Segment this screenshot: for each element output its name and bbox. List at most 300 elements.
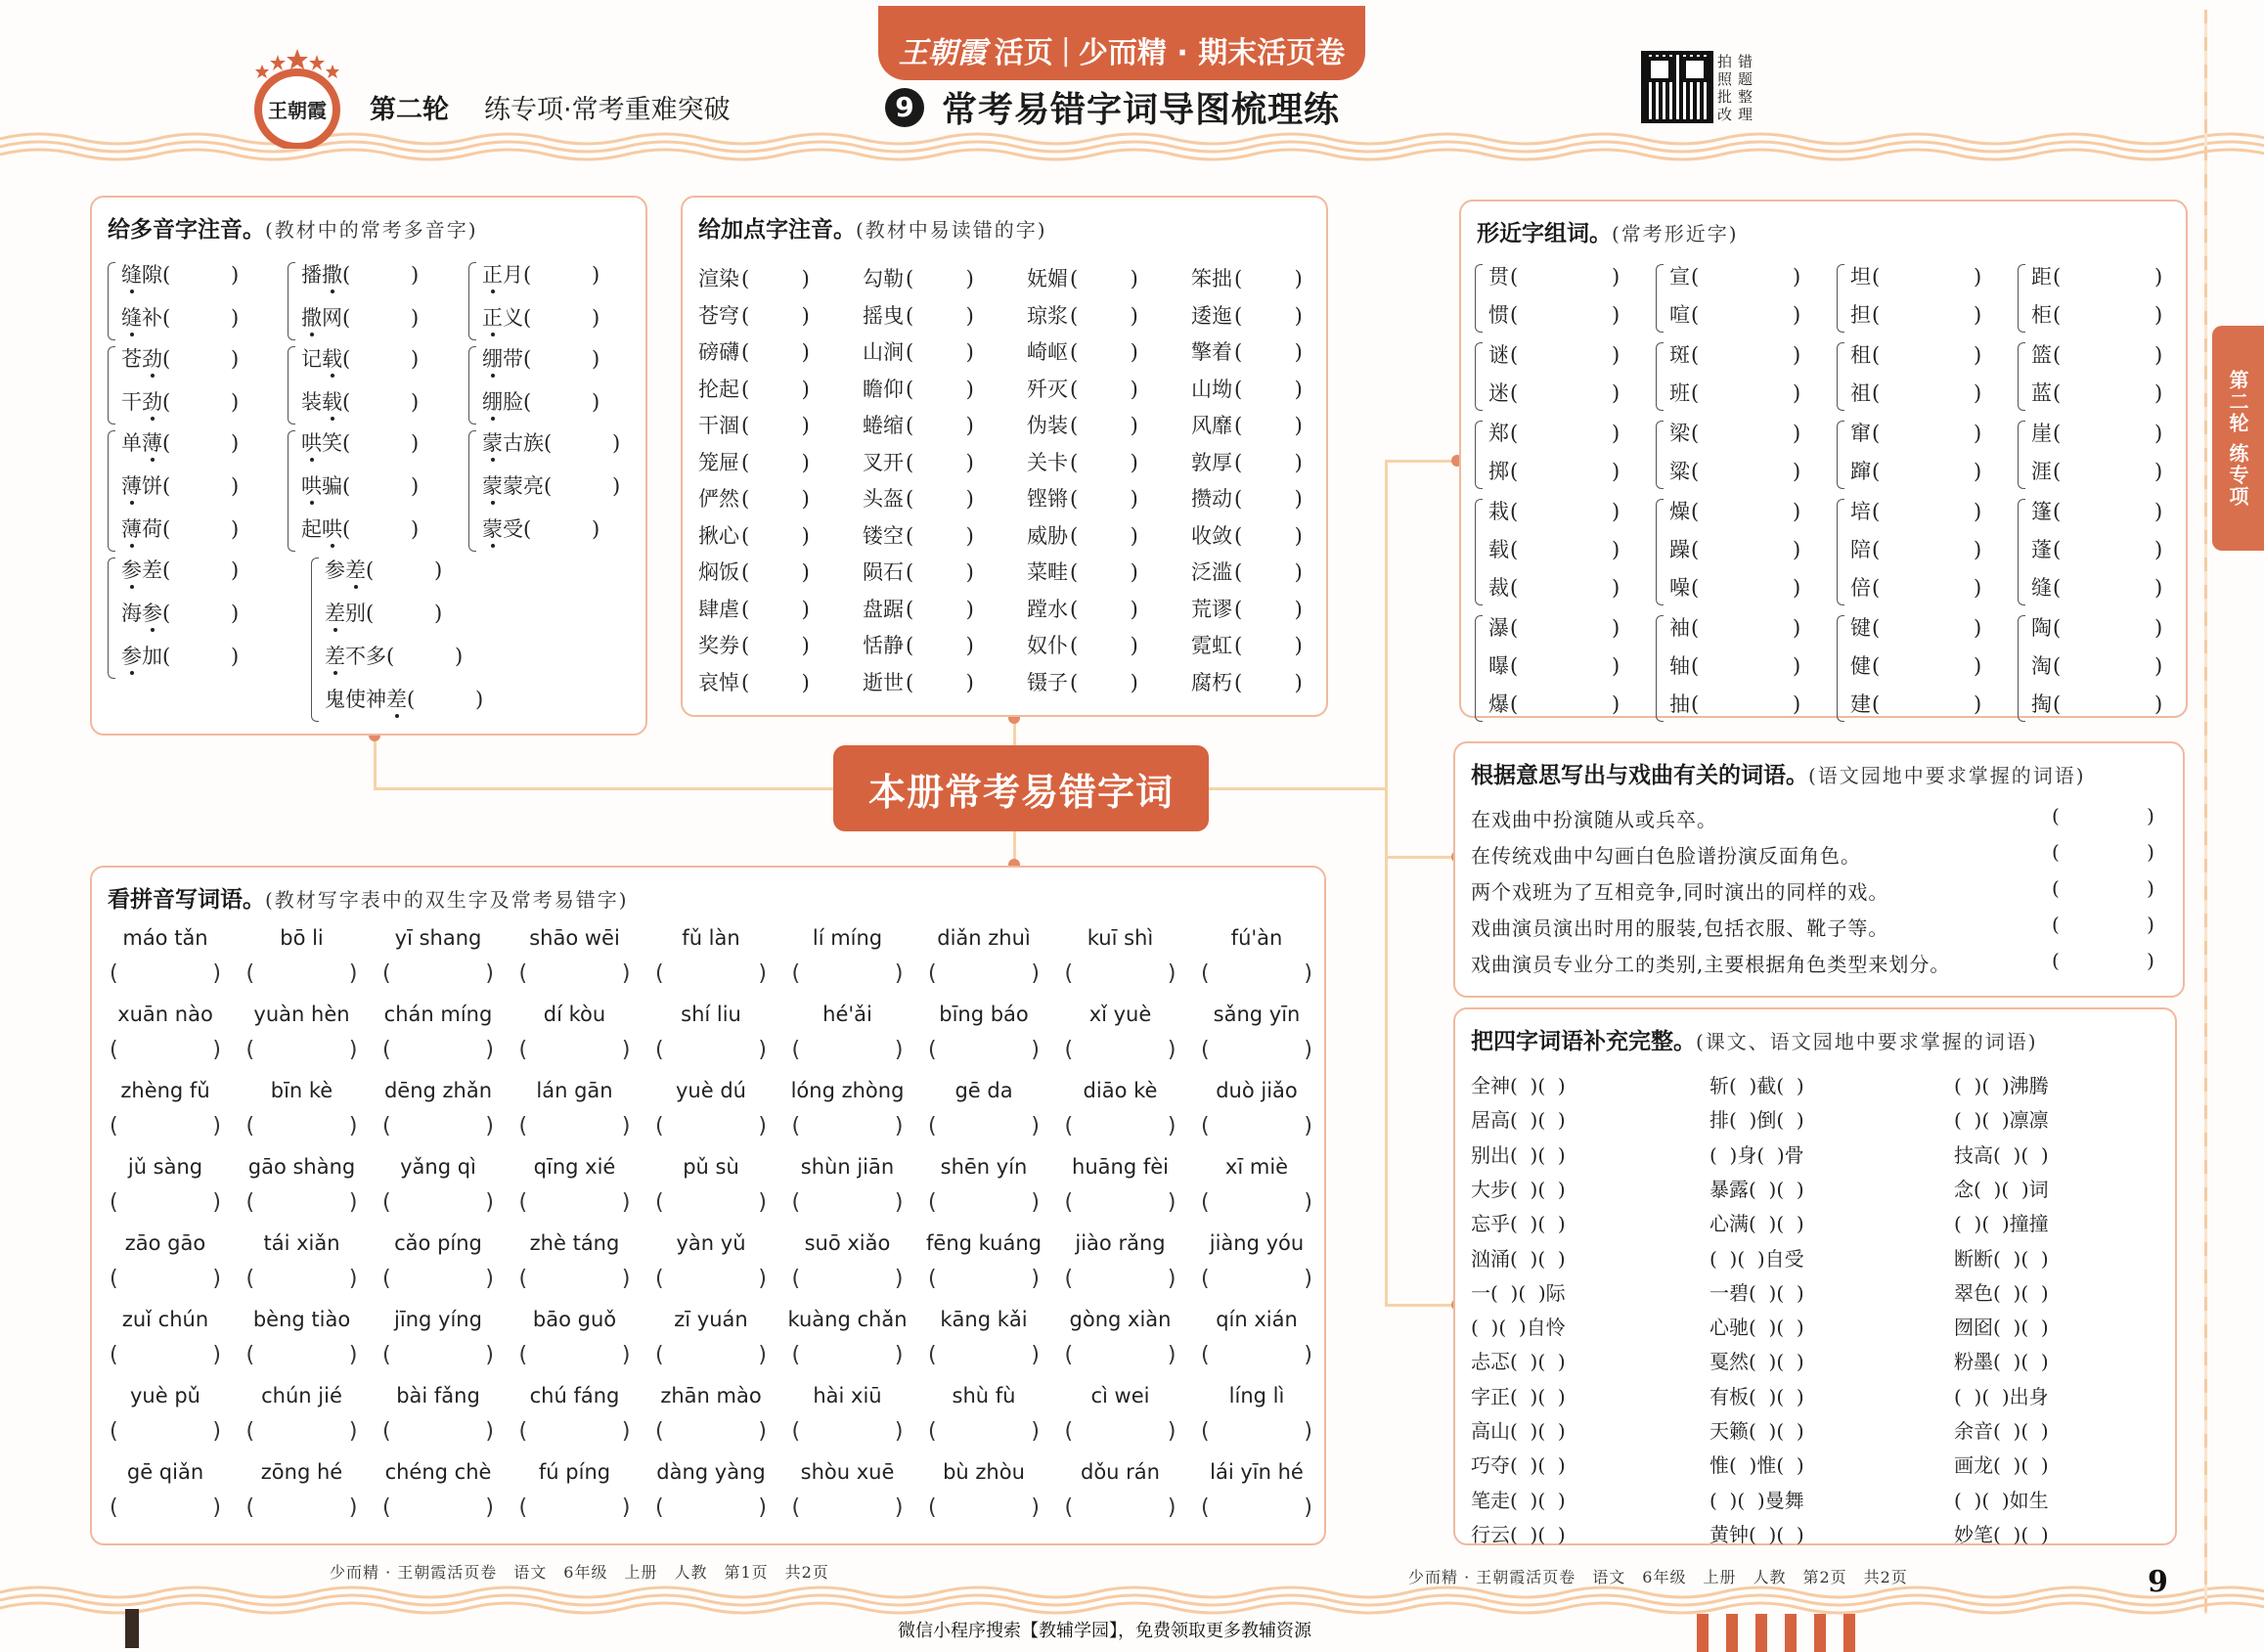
idiom-fill-item[interactable]: 高山( )( ): [1471, 1419, 1566, 1443]
answer-blank[interactable]: ( ): [1064, 1267, 1176, 1291]
answer-blank[interactable]: ( ): [1201, 1190, 1312, 1215]
answer-blank[interactable]: ( ): [906, 267, 974, 290]
answer-blank[interactable]: ( ): [518, 1038, 631, 1062]
similar-char-item[interactable]: 健 ( ): [1837, 649, 2003, 688]
answer-blank[interactable]: (: [1872, 576, 1881, 600]
answer-blank[interactable]: (: [1691, 500, 1700, 523]
answer-blank[interactable]: ( ): [245, 1496, 358, 1520]
similar-char-item[interactable]: 喧 ( ): [1656, 298, 1822, 336]
answer-blank[interactable]: (: [1510, 343, 1519, 367]
similar-char-item[interactable]: 蓝 ( ): [2018, 377, 2184, 415]
answer-blank[interactable]: ( ): [741, 377, 810, 401]
answer-blank[interactable]: ( ): [110, 1190, 221, 1215]
similar-char-item[interactable]: 躁 ( ): [1656, 533, 1822, 571]
idiom-fill-item[interactable]: 断断( )( ): [1954, 1246, 2049, 1271]
similar-char-item[interactable]: 掏 ( ): [2018, 688, 2184, 726]
similar-char-item[interactable]: 爆 ( ): [1475, 688, 1641, 726]
idiom-fill-item[interactable]: 笔走( )( ): [1471, 1488, 1566, 1512]
answer-blank[interactable]: ( ): [1234, 560, 1303, 584]
answer-blank[interactable]: (: [1872, 460, 1881, 483]
answer-blank[interactable]: ( ): [741, 634, 810, 657]
answer-blank[interactable]: (: [1510, 422, 1519, 445]
similar-char-item[interactable]: 租 ( ): [1837, 338, 2003, 377]
dotted-char-item[interactable]: 山涧( ): [863, 340, 974, 364]
dotted-char-item[interactable]: 荒谬( ): [1191, 597, 1303, 621]
dotted-char-item[interactable]: 铿锵( ): [1027, 487, 1138, 511]
dotted-char-item[interactable]: 蹚水( ): [1027, 597, 1138, 621]
answer-blank[interactable]: ( ): [382, 961, 494, 986]
answer-blank[interactable]: (: [1510, 500, 1519, 523]
polyphone-item[interactable]: 参加 ( ): [108, 640, 269, 683]
similar-char-item[interactable]: 蓬 ( ): [2018, 533, 2184, 571]
similar-char-item[interactable]: 梁 ( ): [1656, 417, 1822, 455]
dotted-char-item[interactable]: 磅礴( ): [698, 340, 810, 364]
idiom-fill-item[interactable]: 囫囵( )( ): [1954, 1316, 2049, 1340]
answer-blank[interactable]: (: [366, 558, 375, 582]
answer-blank[interactable]: ( ): [906, 560, 974, 584]
dotted-char-item[interactable]: 山坳( ): [1191, 377, 1303, 401]
answer-blank[interactable]: (: [2053, 692, 2062, 716]
answer-blank[interactable]: (: [2053, 265, 2062, 289]
idiom-fill-item[interactable]: 念( )( )词: [1954, 1177, 2049, 1201]
answer-blank[interactable]: ( ): [928, 1496, 1040, 1520]
answer-blank[interactable]: ( ): [906, 487, 974, 511]
answer-blank[interactable]: (: [1691, 460, 1700, 483]
similar-char-item[interactable]: 距 ( ): [2018, 260, 2184, 298]
dotted-char-item[interactable]: 关卡( ): [1027, 450, 1138, 474]
answer-blank[interactable]: ( ): [245, 961, 358, 986]
answer-blank[interactable]: (: [1872, 265, 1881, 289]
answer-blank[interactable]: (: [1510, 616, 1519, 640]
answer-blank[interactable]: ( ): [928, 1190, 1040, 1215]
answer-blank[interactable]: (: [2053, 381, 2062, 405]
answer-blank[interactable]: ( ): [1064, 1190, 1176, 1215]
similar-char-item[interactable]: 坦 ( ): [1837, 260, 2003, 298]
similar-char-item[interactable]: 建 ( ): [1837, 688, 2003, 726]
answer-blank[interactable]: ( ): [110, 961, 221, 986]
similar-char-item[interactable]: 惯 ( ): [1475, 298, 1641, 336]
answer-blank[interactable]: ( ): [906, 670, 974, 694]
answer-blank[interactable]: ( ): [2052, 876, 2155, 900]
answer-blank[interactable]: (: [1691, 381, 1700, 405]
idiom-fill-item[interactable]: 粉墨( )( ): [1954, 1350, 2049, 1374]
similar-char-item[interactable]: 蹿 ( ): [1837, 455, 2003, 493]
similar-char-item[interactable]: 斑 ( ): [1656, 338, 1822, 377]
dotted-char-item[interactable]: 抡起( ): [698, 377, 810, 401]
polyphone-item[interactable]: 差不多 ( ): [311, 640, 477, 683]
answer-blank[interactable]: (: [1691, 654, 1700, 678]
answer-blank[interactable]: (: [523, 390, 532, 414]
answer-blank[interactable]: ( ): [382, 1038, 494, 1062]
answer-blank[interactable]: (: [2053, 422, 2062, 445]
answer-blank[interactable]: ( ): [1234, 303, 1303, 328]
answer-blank[interactable]: ( ): [1234, 634, 1303, 657]
answer-blank[interactable]: ( ): [791, 961, 904, 986]
dotted-char-item[interactable]: 敦厚( ): [1191, 450, 1303, 474]
similar-char-item[interactable]: 瀑 ( ): [1475, 611, 1641, 649]
answer-blank[interactable]: (: [1872, 654, 1881, 678]
dotted-char-item[interactable]: 妩媚( ): [1027, 267, 1138, 290]
polyphone-item[interactable]: 哄笑 ( ): [288, 426, 449, 469]
answer-blank[interactable]: ( ): [110, 1038, 221, 1062]
idiom-fill-item[interactable]: 黄钟( )( ): [1709, 1522, 1804, 1546]
similar-char-item[interactable]: 淘 ( ): [2018, 649, 2184, 688]
dotted-char-item[interactable]: 俨然( ): [698, 487, 810, 511]
answer-blank[interactable]: ( ): [1234, 597, 1303, 621]
idiom-fill-item[interactable]: 行云( )( ): [1471, 1522, 1566, 1546]
answer-blank[interactable]: ( ): [791, 1190, 904, 1215]
dotted-char-item[interactable]: 擎着( ): [1191, 340, 1303, 364]
similar-char-item[interactable]: 掷 ( ): [1475, 455, 1641, 493]
dotted-char-item[interactable]: 镊子( ): [1027, 670, 1138, 694]
dotted-char-item[interactable]: 菜畦( ): [1027, 560, 1138, 584]
similar-char-item[interactable]: 陪 ( ): [1837, 533, 2003, 571]
answer-blank[interactable]: (: [1872, 343, 1881, 367]
answer-blank[interactable]: (: [1691, 265, 1700, 289]
similar-char-item[interactable]: 曝 ( ): [1475, 649, 1641, 688]
answer-blank[interactable]: (: [544, 474, 553, 498]
idiom-fill-item[interactable]: 天籁( )( ): [1709, 1419, 1804, 1443]
answer-blank[interactable]: ( ): [245, 1419, 358, 1444]
idiom-fill-item[interactable]: 有板( )( ): [1709, 1384, 1804, 1408]
idiom-fill-item[interactable]: ( )( )如生: [1954, 1488, 2049, 1512]
polyphone-item[interactable]: 薄荷 ( ): [108, 513, 269, 556]
answer-blank[interactable]: ( ): [655, 1190, 767, 1215]
polyphone-item[interactable]: 播撒 ( ): [288, 258, 449, 301]
answer-blank[interactable]: ( ): [382, 1190, 494, 1215]
dotted-char-item[interactable]: 哀悼( ): [698, 670, 810, 694]
idiom-fill-item[interactable]: 一碧( )( ): [1709, 1280, 1804, 1305]
answer-blank[interactable]: ( ): [245, 1267, 358, 1291]
answer-blank[interactable]: (: [162, 431, 171, 455]
dotted-char-item[interactable]: 崎岖( ): [1027, 340, 1138, 364]
similar-char-item[interactable]: 粱 ( ): [1656, 455, 1822, 493]
answer-blank[interactable]: (: [162, 263, 171, 287]
answer-blank[interactable]: ( ): [791, 1343, 904, 1367]
answer-blank[interactable]: ( ): [1201, 1038, 1312, 1062]
answer-blank[interactable]: (: [2053, 343, 2062, 367]
answer-blank[interactable]: ( ): [655, 1114, 767, 1139]
idiom-fill-item[interactable]: 惟( )惟( ): [1709, 1453, 1804, 1478]
answer-blank[interactable]: ( ): [1064, 1343, 1176, 1367]
answer-blank[interactable]: (: [1691, 692, 1700, 716]
answer-blank[interactable]: (: [523, 517, 532, 541]
similar-char-item[interactable]: 轴 ( ): [1656, 649, 1822, 688]
answer-blank[interactable]: (: [386, 645, 395, 668]
dotted-char-item[interactable]: 陨石( ): [863, 560, 974, 584]
answer-blank[interactable]: ( ): [518, 1419, 631, 1444]
answer-blank[interactable]: ( ): [906, 523, 974, 548]
answer-blank[interactable]: ( ): [518, 1496, 631, 1520]
answer-blank[interactable]: ( ): [1070, 414, 1138, 437]
answer-blank[interactable]: ( ): [2052, 804, 2155, 827]
dotted-char-item[interactable]: 笼屉( ): [698, 450, 810, 474]
idiom-fill-item[interactable]: 一( )( )际: [1471, 1280, 1566, 1305]
answer-blank[interactable]: ( ): [1234, 487, 1303, 511]
answer-blank[interactable]: ( ): [655, 1496, 767, 1520]
answer-blank[interactable]: ( ): [741, 597, 810, 621]
answer-blank[interactable]: (: [1510, 538, 1519, 561]
answer-blank[interactable]: ( ): [382, 1419, 494, 1444]
dotted-char-item[interactable]: 镂空( ): [863, 523, 974, 548]
similar-char-item[interactable]: 键 ( ): [1837, 611, 2003, 649]
dotted-char-item[interactable]: 苍穹( ): [698, 303, 810, 328]
polyphone-item[interactable]: 参差 ( ): [108, 554, 269, 597]
dotted-char-item[interactable]: 奖券( ): [698, 634, 810, 657]
answer-blank[interactable]: ( ): [110, 1496, 221, 1520]
dotted-char-item[interactable]: 头盔( ): [863, 487, 974, 511]
dotted-char-item[interactable]: 收敛( ): [1191, 523, 1303, 548]
answer-blank[interactable]: (: [1510, 381, 1519, 405]
answer-blank[interactable]: (: [162, 645, 171, 668]
answer-blank[interactable]: ( ): [1070, 487, 1138, 511]
answer-blank[interactable]: ( ): [382, 1343, 494, 1367]
polyphone-item[interactable]: 单薄 ( ): [108, 426, 269, 469]
answer-blank[interactable]: (: [1691, 576, 1700, 600]
answer-blank[interactable]: (: [523, 306, 532, 330]
answer-blank[interactable]: ( ): [1234, 523, 1303, 548]
answer-blank[interactable]: ( ): [1234, 414, 1303, 437]
answer-blank[interactable]: ( ): [1201, 1343, 1312, 1367]
polyphone-item[interactable]: 撒网 ( ): [288, 301, 449, 344]
answer-blank[interactable]: (: [1691, 343, 1700, 367]
answer-blank[interactable]: (: [1510, 303, 1519, 327]
similar-char-item[interactable]: 陶 ( ): [2018, 611, 2184, 649]
dotted-char-item[interactable]: 瞻仰( ): [863, 377, 974, 401]
answer-blank[interactable]: (: [2053, 303, 2062, 327]
answer-blank[interactable]: ( ): [1064, 961, 1176, 986]
answer-blank[interactable]: ( ): [928, 1114, 1040, 1139]
dotted-char-item[interactable]: 琼浆( ): [1027, 303, 1138, 328]
similar-char-item[interactable]: 崖 ( ): [2018, 417, 2184, 455]
similar-char-item[interactable]: 谜 ( ): [1475, 338, 1641, 377]
answer-blank[interactable]: (: [162, 558, 171, 582]
answer-blank[interactable]: ( ): [791, 1114, 904, 1139]
idiom-fill-item[interactable]: 斩( )截( ): [1709, 1074, 1804, 1097]
answer-blank[interactable]: (: [2053, 654, 2062, 678]
idiom-fill-item[interactable]: 画龙( )( ): [1954, 1453, 2049, 1478]
similar-char-item[interactable]: 担 ( ): [1837, 298, 2003, 336]
answer-blank[interactable]: (: [342, 263, 351, 287]
polyphone-item[interactable]: 差别 ( ): [311, 597, 477, 640]
polyphone-item[interactable]: 海参 ( ): [108, 597, 269, 640]
answer-blank[interactable]: (: [342, 390, 351, 414]
similar-char-item[interactable]: 载 ( ): [1475, 533, 1641, 571]
idiom-fill-item[interactable]: ( )( )出身: [1954, 1384, 2049, 1408]
idiom-fill-item[interactable]: 巧夺( )( ): [1471, 1453, 1566, 1478]
dotted-char-item[interactable]: 恬静( ): [863, 634, 974, 657]
dotted-char-item[interactable]: 泛滥( ): [1191, 560, 1303, 584]
answer-blank[interactable]: (: [1872, 422, 1881, 445]
dotted-char-item[interactable]: 笨拙( ): [1191, 267, 1303, 290]
answer-blank[interactable]: (: [342, 474, 351, 498]
idiom-fill-item[interactable]: 妙笔( )( ): [1954, 1522, 2049, 1546]
answer-blank[interactable]: ( ): [906, 340, 974, 364]
polyphone-item[interactable]: 缝补 ( ): [108, 301, 269, 344]
idiom-fill-item[interactable]: ( )身( )骨: [1709, 1142, 1804, 1167]
answer-blank[interactable]: ( ): [518, 1267, 631, 1291]
answer-blank[interactable]: ( ): [906, 597, 974, 621]
answer-blank[interactable]: ( ): [1070, 523, 1138, 548]
answer-blank[interactable]: ( ): [741, 414, 810, 437]
polyphone-item[interactable]: 正义 ( ): [468, 301, 630, 344]
answer-blank[interactable]: (: [544, 431, 553, 455]
dotted-char-item[interactable]: 叉开( ): [863, 450, 974, 474]
idiom-fill-item[interactable]: 忐忑( )( ): [1471, 1350, 1566, 1374]
idiom-fill-item[interactable]: 排( )倒( ): [1709, 1108, 1804, 1133]
idiom-fill-item[interactable]: 字正( )( ): [1471, 1384, 1566, 1408]
answer-blank[interactable]: ( ): [382, 1267, 494, 1291]
idiom-fill-item[interactable]: ( )( )撞撞: [1954, 1212, 2049, 1236]
similar-char-item[interactable]: 篷 ( ): [2018, 495, 2184, 533]
answer-blank[interactable]: (: [2053, 616, 2062, 640]
answer-blank[interactable]: (: [342, 347, 351, 371]
answer-blank[interactable]: ( ): [741, 267, 810, 290]
answer-blank[interactable]: ( ): [791, 1038, 904, 1062]
answer-blank[interactable]: ( ): [928, 1419, 1040, 1444]
answer-blank[interactable]: ( ): [1201, 1114, 1312, 1139]
polyphone-item[interactable]: 记载 ( ): [288, 342, 449, 385]
answer-blank[interactable]: ( ): [382, 1114, 494, 1139]
answer-blank[interactable]: ( ): [1064, 1038, 1176, 1062]
answer-blank[interactable]: ( ): [1201, 961, 1312, 986]
answer-blank[interactable]: ( ): [906, 450, 974, 474]
answer-blank[interactable]: ( ): [741, 340, 810, 364]
answer-blank[interactable]: ( ): [906, 377, 974, 401]
similar-char-item[interactable]: 宣 ( ): [1656, 260, 1822, 298]
polyphone-item[interactable]: 薄饼 ( ): [108, 469, 269, 513]
dotted-char-item[interactable]: 干涸( ): [698, 414, 810, 437]
idiom-fill-item[interactable]: 汹涌( )( ): [1471, 1246, 1566, 1271]
answer-blank[interactable]: (: [162, 390, 171, 414]
answer-blank[interactable]: ( ): [110, 1419, 221, 1444]
answer-blank[interactable]: ( ): [928, 1267, 1040, 1291]
dotted-char-item[interactable]: 盘踞( ): [863, 597, 974, 621]
dotted-char-item[interactable]: 蜷缩( ): [863, 414, 974, 437]
similar-char-item[interactable]: 裁 ( ): [1475, 571, 1641, 609]
similar-char-item[interactable]: 祖 ( ): [1837, 377, 2003, 415]
answer-blank[interactable]: (: [162, 306, 171, 330]
answer-blank[interactable]: ( ): [791, 1267, 904, 1291]
answer-blank[interactable]: ( ): [655, 1419, 767, 1444]
answer-blank[interactable]: (: [2053, 538, 2062, 561]
dotted-char-item[interactable]: 摇曳( ): [863, 303, 974, 328]
idiom-fill-item[interactable]: ( )( )自受: [1709, 1246, 1804, 1271]
answer-blank[interactable]: (: [2053, 460, 2062, 483]
answer-blank[interactable]: (: [1510, 265, 1519, 289]
answer-blank[interactable]: ( ): [1234, 670, 1303, 694]
answer-blank[interactable]: (: [162, 602, 171, 625]
answer-blank[interactable]: ( ): [1064, 1419, 1176, 1444]
idiom-fill-item[interactable]: ( )( )凛凛: [1954, 1108, 2049, 1133]
dotted-char-item[interactable]: 逶迤( ): [1191, 303, 1303, 328]
idiom-fill-item[interactable]: ( )( )自怜: [1471, 1316, 1566, 1340]
answer-blank[interactable]: ( ): [791, 1496, 904, 1520]
answer-blank[interactable]: ( ): [1070, 597, 1138, 621]
similar-char-item[interactable]: 倍 ( ): [1837, 571, 2003, 609]
answer-blank[interactable]: ( ): [518, 1343, 631, 1367]
answer-blank[interactable]: ( ): [245, 1114, 358, 1139]
idiom-fill-item[interactable]: 全神( )( ): [1471, 1074, 1566, 1097]
polyphone-item[interactable]: 绷脸 ( ): [468, 385, 630, 428]
dotted-char-item[interactable]: 风靡( ): [1191, 414, 1303, 437]
answer-blank[interactable]: (: [2053, 500, 2062, 523]
qr-code-icon[interactable]: [1641, 51, 1713, 123]
polyphone-item[interactable]: 绷带 ( ): [468, 342, 630, 385]
answer-blank[interactable]: ( ): [928, 1343, 1040, 1367]
dotted-char-item[interactable]: 揪心( ): [698, 523, 810, 548]
answer-blank[interactable]: (: [1510, 692, 1519, 716]
dotted-char-item[interactable]: 逝世( ): [863, 670, 974, 694]
answer-blank[interactable]: ( ): [518, 1190, 631, 1215]
idiom-fill-item[interactable]: 暴露( )( ): [1709, 1177, 1804, 1201]
answer-blank[interactable]: ( ): [1234, 450, 1303, 474]
answer-blank[interactable]: ( ): [245, 1190, 358, 1215]
answer-blank[interactable]: ( ): [382, 1496, 494, 1520]
dotted-char-item[interactable]: 奴仆( ): [1027, 634, 1138, 657]
idiom-fill-item[interactable]: 心驰( )( ): [1709, 1316, 1804, 1340]
answer-blank[interactable]: ( ): [1201, 1496, 1312, 1520]
answer-blank[interactable]: ( ): [1070, 377, 1138, 401]
answer-blank[interactable]: (: [1691, 538, 1700, 561]
answer-blank[interactable]: (: [1510, 460, 1519, 483]
answer-blank[interactable]: (: [407, 688, 416, 711]
answer-blank[interactable]: ( ): [2052, 949, 2155, 972]
answer-blank[interactable]: ( ): [741, 303, 810, 328]
idiom-fill-item[interactable]: 居高( )( ): [1471, 1108, 1566, 1133]
polyphone-item[interactable]: 鬼使神差 ( ): [311, 683, 477, 726]
polyphone-item[interactable]: 干劲 ( ): [108, 385, 269, 428]
answer-blank[interactable]: (: [523, 263, 532, 287]
answer-blank[interactable]: ( ): [1070, 450, 1138, 474]
answer-blank[interactable]: (: [342, 517, 351, 541]
polyphone-item[interactable]: 正月 ( ): [468, 258, 630, 301]
answer-blank[interactable]: ( ): [1070, 303, 1138, 328]
polyphone-item[interactable]: 装载 ( ): [288, 385, 449, 428]
answer-blank[interactable]: ( ): [110, 1114, 221, 1139]
answer-blank[interactable]: ( ): [741, 560, 810, 584]
answer-blank[interactable]: ( ): [655, 961, 767, 986]
polyphone-item[interactable]: 起哄 ( ): [288, 513, 449, 556]
dotted-char-item[interactable]: 焖饭( ): [698, 560, 810, 584]
dotted-char-item[interactable]: 腐朽( ): [1191, 670, 1303, 694]
similar-char-item[interactable]: 郑 ( ): [1475, 417, 1641, 455]
answer-blank[interactable]: ( ): [741, 523, 810, 548]
answer-blank[interactable]: ( ): [906, 303, 974, 328]
answer-blank[interactable]: (: [366, 602, 375, 625]
similar-char-item[interactable]: 班 ( ): [1656, 377, 1822, 415]
answer-blank[interactable]: ( ): [655, 1267, 767, 1291]
answer-blank[interactable]: ( ): [928, 961, 1040, 986]
answer-blank[interactable]: (: [1691, 303, 1700, 327]
similar-char-item[interactable]: 栽 ( ): [1475, 495, 1641, 533]
similar-char-item[interactable]: 缝 ( ): [2018, 571, 2184, 609]
similar-char-item[interactable]: 培 ( ): [1837, 495, 2003, 533]
similar-char-item[interactable]: 迷 ( ): [1475, 377, 1641, 415]
answer-blank[interactable]: (: [1691, 616, 1700, 640]
answer-blank[interactable]: (: [1510, 654, 1519, 678]
similar-char-item[interactable]: 贯 ( ): [1475, 260, 1641, 298]
idiom-fill-item[interactable]: 别出( )( ): [1471, 1142, 1566, 1167]
answer-blank[interactable]: (: [1872, 692, 1881, 716]
idiom-fill-item[interactable]: 翠色( )( ): [1954, 1280, 2049, 1305]
answer-blank[interactable]: (: [1872, 538, 1881, 561]
answer-blank[interactable]: ( ): [110, 1267, 221, 1291]
similar-char-item[interactable]: 袖 ( ): [1656, 611, 1822, 649]
answer-blank[interactable]: ( ): [1070, 340, 1138, 364]
similar-char-item[interactable]: 柜 ( ): [2018, 298, 2184, 336]
answer-blank[interactable]: (: [342, 431, 351, 455]
